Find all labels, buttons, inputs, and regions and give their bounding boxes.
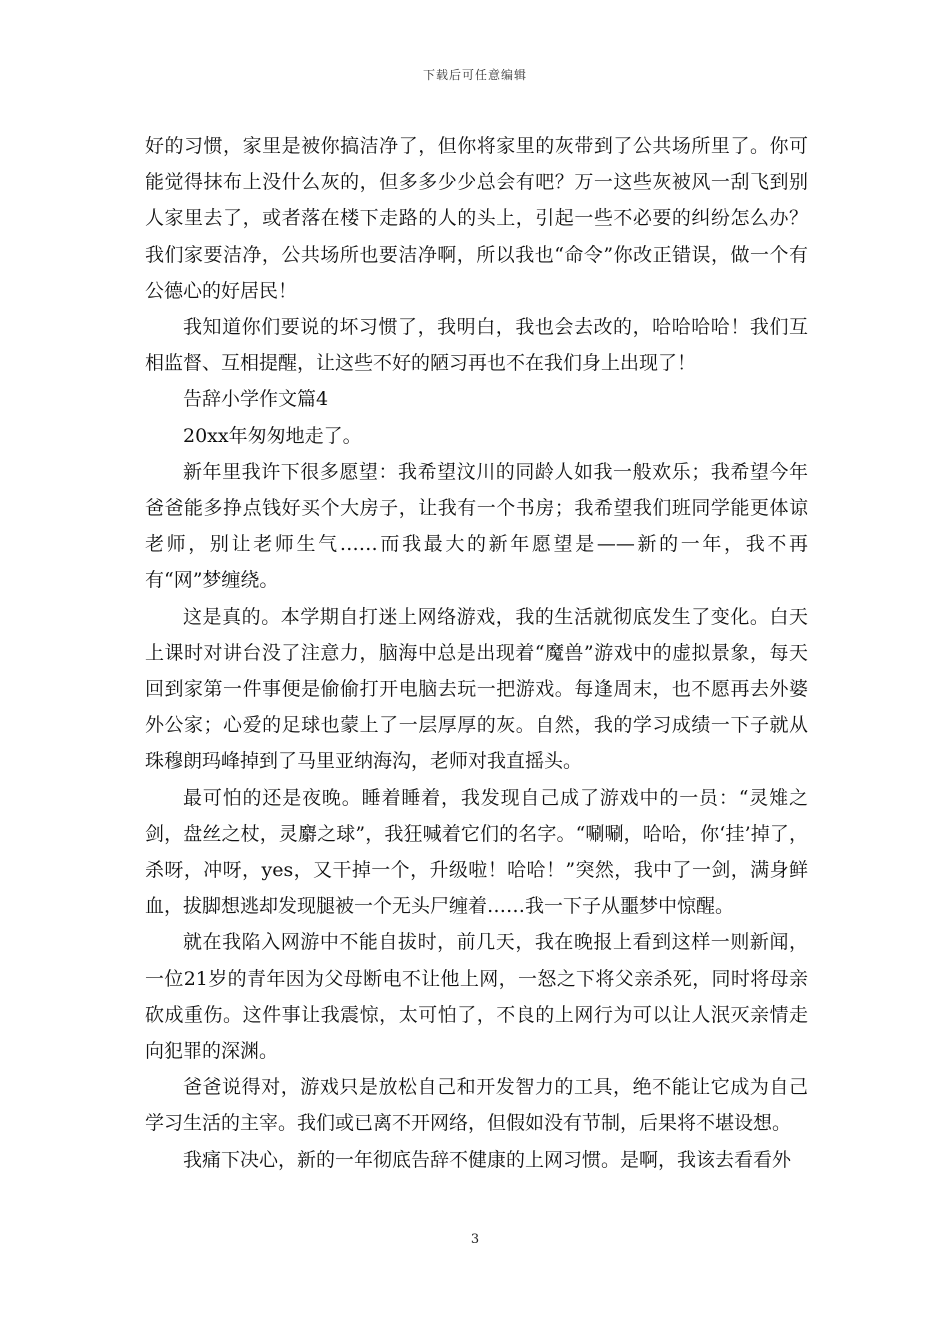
document-body [145, 128, 808, 1178]
paragraph: 我痛下决心，新的一年彻底告辞不健康的上网习惯。是啊，我该去看看外 [183, 1148, 792, 1171]
section-heading: 告辞小学作文篇4 [183, 388, 329, 411]
paragraph: 最可怕的还是夜晚。睡着睡着，我发现自己成了游戏中的一员：“灵雉之剑，盘丝之杖，灵麝之球”，我狂喊着它们的名字。“唰唰，哈哈，你‘挂’掉了，杀呀，冲呀，yes，又干掉一个，升级啦！哈哈！”突然，我中了一剑，满身鲜血，拔脚想逃却发现腿被一个无头尸缠着……我一下子从噩梦中惊醒。 [145, 786, 808, 918]
paragraph: 我知道你们要说的坏习惯了，我明白，我也会去改的，哈哈哈哈！我们互相监督、互相提醒，让这些不好的陋习再也不在我们身上出现了！ [145, 316, 808, 375]
paragraph: 这是真的。本学期自打迷上网络游戏，我的生活就彻底发生了变化。白天上课时对讲台没了注意力，脑海中总是出现着“魔兽”游戏中的虚拟景象，每天回到家第一件事便是偷偷打开电脑去玩一把游戏。每逢周末，也不愿再去外婆外公家；心爱的足球也蒙上了一层厚厚的灰。自然，我的学习成绩一下子就从珠穆朗玛峰掉到了马里亚纳海沟，老师对我直摇头。 [145, 605, 808, 773]
paragraph: 好的习惯，家里是被你搞洁净了，但你将家里的灰带到了公共场所里了。你可能觉得抹布上没什么灰的，但多多少少总会有吧？万一这些灰被风一刮飞到别人家里去了，或者落在楼下走路的人的头上，引起一些不必要的纠纷怎么办？我们家要洁净，公共场所也要洁净啊，所以我也“命令”你改正错误，做一个有公德心的好居民！ [145, 135, 808, 302]
paragraph: 爸爸说得对，游戏只是放松自己和开发智力的工具，绝不能让它成为自己学习生活的主宰。我们或已离不开网络，但假如没有节制，后果将不堪设想。 [145, 1076, 808, 1135]
paragraph: 新年里我许下很多愿望：我希望汶川的同龄人如我一般欢乐；我希望今年爸爸能多挣点钱好买个大房子，让我有一个书房；我希望我们班同学能更体谅老师，别让老师生气……而我最大的新年愿望是——新的一年，我不再有“网”梦缠绕。 [145, 460, 808, 592]
paragraph: 就在我陷入网游中不能自拔时，前几天，我在晚报上看到这样一则新闻，一位21岁的青年因为父母断电不让他上网，一怒之下将父亲杀死，同时将母亲砍成重伤。这件事让我震惊，太可怕了，不良的上网行为可以让人泯灭亲情走向犯罪的深渊。 [145, 931, 808, 1063]
page-header: 下载后可任意编辑 [422, 68, 527, 82]
paragraph: 20xx年匆匆地走了。 [183, 424, 362, 447]
page-number: 3 [470, 1232, 480, 1247]
